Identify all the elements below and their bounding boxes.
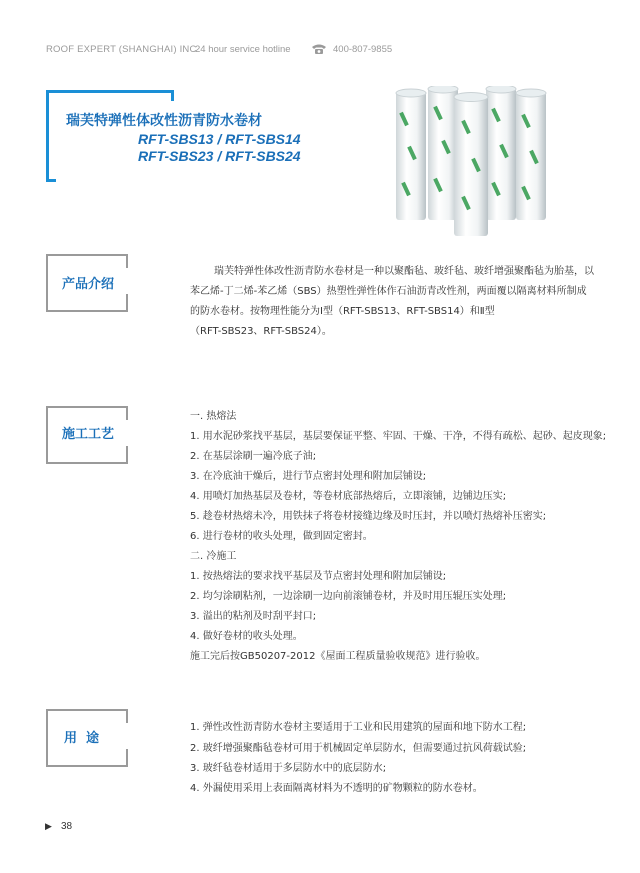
product-title: 瑞芙特弹性体改性沥青防水卷材 xyxy=(66,113,262,129)
intro-line-1: 瑞芙特弹性体改性沥青防水卷材是一种以聚酯毡、玻纤毡、玻纤增强聚酯毡为胎基，以 xyxy=(214,266,594,277)
construction-line-2: 1. 用水泥砂浆找平基层，基层要保证平整、牢固、干燥、干净，不得有疏松、起砂、起皮现象; xyxy=(190,431,607,442)
company-name: ROOF EXPERT (SHANGHAI) INC xyxy=(46,44,197,55)
construction-line-4: 3. 在冷底油干燥后，进行节点密封处理和附加层铺设; xyxy=(190,471,427,482)
product-rolls-image xyxy=(388,86,588,238)
usage-line-4: 4. 外漏使用采用上表面隔离材料为不透明的矿物颗粒的防水卷材。 xyxy=(190,783,483,794)
usage-line-2: 2. 玻纤增强聚酯毡卷材可用于机械固定单层防水，但需要通过抗风荷载试验; xyxy=(190,743,527,754)
page-number: 38 xyxy=(61,821,73,832)
construction-line-7: 6. 进行卷材的收头处理，做到固定密封。 xyxy=(190,531,373,542)
construction-line-5: 4. 用喷灯加热基层及卷材，等卷材底部热熔后，立即滚铺，边铺边压实; xyxy=(190,491,507,502)
construction-line-11: 3. 溢出的粘剂及时刮平封口; xyxy=(190,611,317,622)
construction-line-1: 一. 热熔法 xyxy=(190,411,237,422)
intro-heading: 产品介绍 xyxy=(62,277,115,292)
model-line-2: RFT-SBS23 / RFT-SBS24 xyxy=(138,148,301,164)
construction-heading: 施工工艺 xyxy=(62,427,115,442)
usage-line-3: 3. 玻纤毡卷材适用于多层防水中的底层防水; xyxy=(190,763,387,774)
intro-line-2: 苯乙烯-丁二烯-苯乙烯（SBS）热塑性弹性体作石油沥青改性剂，两面覆以隔离材料所制成 xyxy=(190,286,587,297)
intro-line-4: （RFT-SBS23、RFT-SBS24）。 xyxy=(190,326,332,337)
model-line-1: RFT-SBS13 / RFT-SBS14 xyxy=(138,131,301,147)
construction-line-8: 二. 冷施工 xyxy=(190,551,237,562)
intro-line-3: 的防水卷材。按物理性能分为Ⅰ型（RFT-SBS13、RFT-SBS14）和Ⅱ型 xyxy=(190,306,495,317)
usage-heading: 用 途 xyxy=(64,731,100,746)
phone-number: 400-807-9855 xyxy=(333,44,393,55)
triangle-right-icon: ▶ xyxy=(45,822,52,832)
construction-line-3: 2. 在基层涂刷一遍冷底子油; xyxy=(190,451,317,462)
construction-line-6: 5. 趁卷材热熔未冷，用铁抹子将卷材接缝边缘及时压封，并以喷灯热熔补压密实; xyxy=(190,511,547,522)
usage-line-1: 1. 弹性改性沥青防水卷材主要适用于工业和民用建筑的屋面和地下防水工程; xyxy=(190,722,527,733)
construction-line-13: 施工完后按GB50207-2012《屋面工程质量验收规范》进行验收。 xyxy=(190,651,486,662)
construction-line-9: 1. 按热熔法的要求找平基层及节点密封处理和附加层铺设; xyxy=(190,571,447,582)
construction-line-10: 2. 均匀涂刷粘剂，一边涂刷一边向前滚铺卷材，并及时用压辊压实处理; xyxy=(190,591,507,602)
hotline-label: 24 hour service hotline xyxy=(195,44,291,55)
telephone-icon xyxy=(311,43,327,55)
construction-line-12: 4. 做好卷材的收头处理。 xyxy=(190,631,303,642)
